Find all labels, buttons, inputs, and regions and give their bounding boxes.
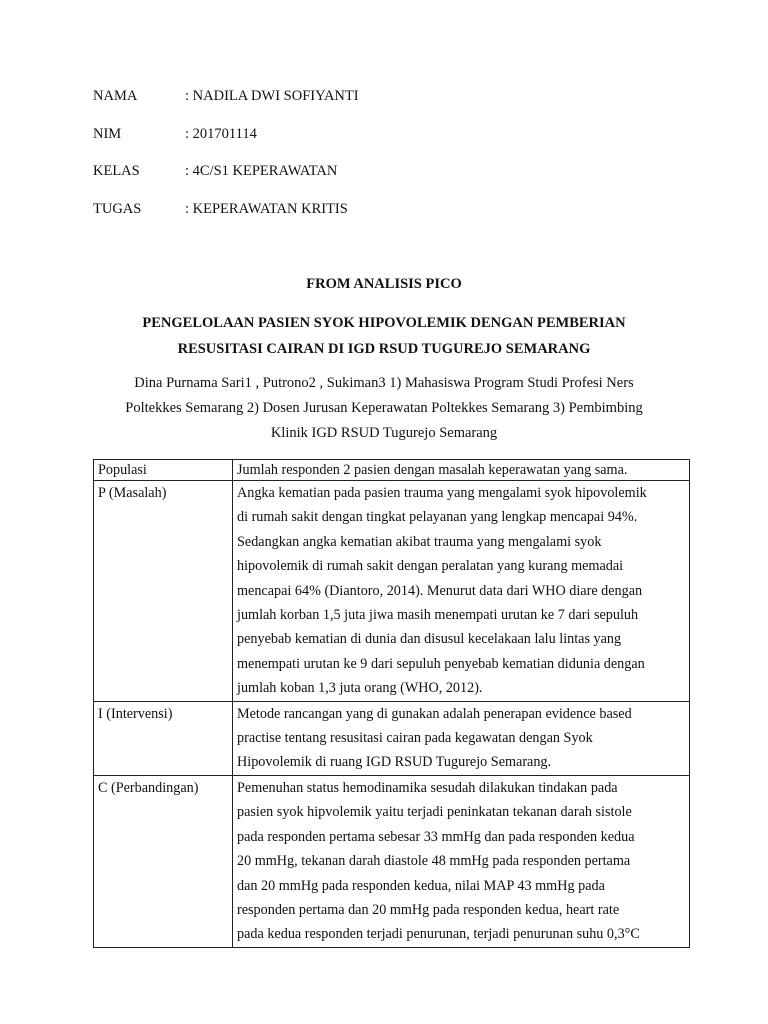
row-label: C (Perbandingan) <box>94 775 233 947</box>
table-row-masalah <box>94 481 690 702</box>
content-line: penyebab kematian di dunia dan disusul kecelakaan lalu lintas yang <box>237 631 622 648</box>
paper-title <box>0 310 768 362</box>
identity-label: NAMA <box>93 88 138 104</box>
row-content <box>233 460 690 481</box>
authors-affiliations <box>92 371 676 446</box>
content-line: pasien syok hipvolemik yaitu terjadi peninkatan tekanan darah sistole <box>237 804 632 821</box>
content-line: Jumlah responden 2 pasien dengan masalah keperawatan yang sama. <box>237 462 628 478</box>
content-line: hipovolemik di rumah sakit dengan peralatan yang kurang memadai <box>237 558 624 575</box>
identity-value: : 201701114 <box>185 125 257 142</box>
pico-table <box>93 459 690 948</box>
content-line: mencapai 64% (Diantoro, 2014). Menurut data dari WHO diare dengan <box>237 582 643 599</box>
table-row-intervensi <box>94 701 690 775</box>
identity-row-nama <box>93 86 593 124</box>
content-line: Sedangkan angka kematian akibat trauma yang mengalami syok <box>237 533 602 550</box>
content-line: 20 mmHg, tekanan darah diastole 48 mmHg pada responden pertama <box>237 853 631 870</box>
content-line: Hipovolemik di ruang IGD RSUD Tugurejo Semarang. <box>237 754 552 771</box>
row-content <box>233 701 690 775</box>
authors-line: Klinik IGD RSUD Tugurejo Semarang <box>270 425 498 441</box>
content-line: jumlah korban 1,5 juta jiwa masih menempati urutan ke 7 dari sepuluh <box>237 607 639 624</box>
row-content <box>233 775 690 947</box>
content-line: practise tentang resusitasi cairan pada kegawatan dengan Syok <box>237 730 593 747</box>
content-line: Metode rancangan yang di gunakan adalah penerapan evidence based <box>237 705 632 722</box>
content-line: di rumah sakit dengan tingkat pelayanan yang lengkap mencapai 94%. <box>237 509 638 526</box>
table-row-populasi <box>94 460 690 481</box>
paper-title-line: PENGELOLAAN PASIEN SYOK HIPOVOLEMIK DENGAN PEMBERIAN <box>142 315 626 331</box>
identity-label: NIM <box>93 125 122 142</box>
identity-value: : 4C/S1 KEPERAWATAN <box>185 163 338 180</box>
identity-value: : KEPERAWATAN KRITIS <box>185 200 348 217</box>
content-line: responden pertama dan 20 mmHg pada responden kedua, heart rate <box>237 901 620 918</box>
table-row-perbandingan <box>94 775 690 947</box>
identity-row-tugas <box>93 199 593 237</box>
row-content <box>233 481 690 702</box>
content-line: menempati urutan ke 9 dari sepuluh penyebab kematian didunia dengan <box>237 655 645 672</box>
identity-label: KELAS <box>93 163 140 180</box>
authors-line: Dina Purnama Sari1 , Putrono2 , Sukiman3 1) Mahasiswa Program Studi Profesi Ners <box>134 375 634 391</box>
content-line: pada responden pertama sebesar 33 mmHg dan pada responden kedua <box>237 828 635 845</box>
content-line: dan 20 mmHg pada responden kedua, nilai MAP 43 mmHg pada <box>237 877 605 894</box>
row-label: I (Intervensi) <box>94 701 233 775</box>
row-label: P (Masalah) <box>94 481 233 702</box>
student-identity <box>93 86 593 236</box>
identity-value: : NADILA DWI SOFIYANTI <box>185 88 359 104</box>
row-label: Populasi <box>94 460 233 481</box>
content-line: jumlah koban 1,3 juta orang (WHO, 2012). <box>237 680 483 697</box>
content-line: Angka kematian pada pasien trauma yang mengalami syok hipovolemik <box>237 485 647 501</box>
content-line: pada kedua responden terjadi penurunan, terjadi penurunan suhu 0,3°C <box>237 926 640 943</box>
form-heading: FROM ANALISIS PICO <box>306 276 462 292</box>
identity-label: TUGAS <box>93 200 142 217</box>
identity-row-nim <box>93 124 593 162</box>
content-line: Pemenuhan status hemodinamika sesudah dilakukan tindakan pada <box>237 779 618 796</box>
authors-line: Poltekkes Semarang 2) Dosen Jurusan Keperawatan Poltekkes Semarang 3) Pembimbing <box>125 400 643 416</box>
paper-title-line: RESUSITASI CAIRAN DI IGD RSUD TUGUREJO SEMARANG <box>177 341 591 357</box>
identity-row-kelas <box>93 161 593 199</box>
